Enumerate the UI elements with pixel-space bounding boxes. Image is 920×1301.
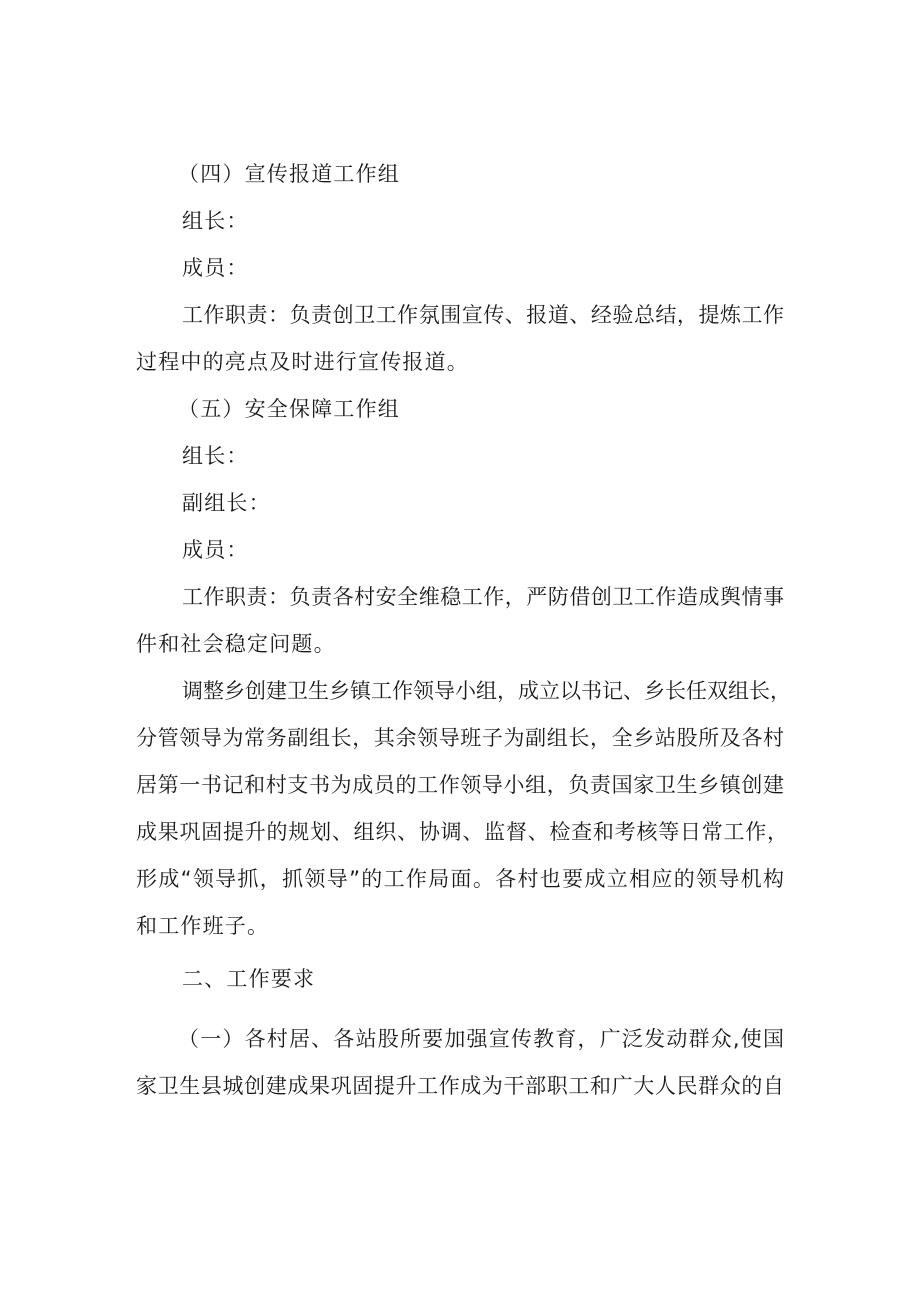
- duties-paragraph-line: 工作职责：负责各村安全维稳工作，严防借创卫工作造成舆情事: [182, 585, 784, 609]
- deputy-leader-label: 副组长：: [182, 491, 271, 515]
- section-heading-publicity: （四）宣传报道工作组: [178, 162, 400, 186]
- group-leader-label: 组长：: [182, 209, 249, 233]
- members-label: 成员：: [182, 256, 249, 280]
- members-label: 成员：: [182, 538, 249, 562]
- body-paragraph-line: 调整乡创建卫生乡镇工作领导小组，成立以书记、乡长任双组长，: [182, 679, 791, 703]
- section-heading-safety: （五）安全保障工作组: [178, 397, 400, 421]
- body-paragraph-line: 和工作班子。: [136, 914, 270, 938]
- requirements-paragraph-line: （一）各村居、各站股所要加强宣传教育，广泛发动群众,使国: [178, 1027, 784, 1051]
- body-paragraph-line: 形成“领导抓，抓领导”的工作局面。各村也要成立相应的领导机构: [136, 867, 784, 891]
- body-paragraph-line: 成果巩固提升的规划、组织、协调、监督、检查和考核等日常工作，: [136, 820, 788, 844]
- section-heading-requirements: 二、工作要求: [182, 967, 316, 991]
- body-paragraph-line: 分管领导为常务副组长，其余领导班子为副组长，全乡站股所及各村: [136, 726, 784, 750]
- group-leader-label: 组长：: [182, 444, 249, 468]
- body-paragraph-line: 居第一书记和村支书为成员的工作领导小组，负责国家卫生乡镇创建: [136, 773, 784, 797]
- duties-paragraph-line: 工作职责：负责创卫工作氛围宣传、报道、经验总结，提炼工作: [182, 303, 784, 327]
- duties-paragraph-line: 过程中的亮点及时进行宣传报道。: [136, 350, 469, 374]
- duties-paragraph-line: 件和社会稳定问题。: [136, 632, 336, 656]
- requirements-paragraph-line: 家卫生县城创建成果巩固提升工作成为干部职工和广大人民群众的自: [136, 1074, 784, 1098]
